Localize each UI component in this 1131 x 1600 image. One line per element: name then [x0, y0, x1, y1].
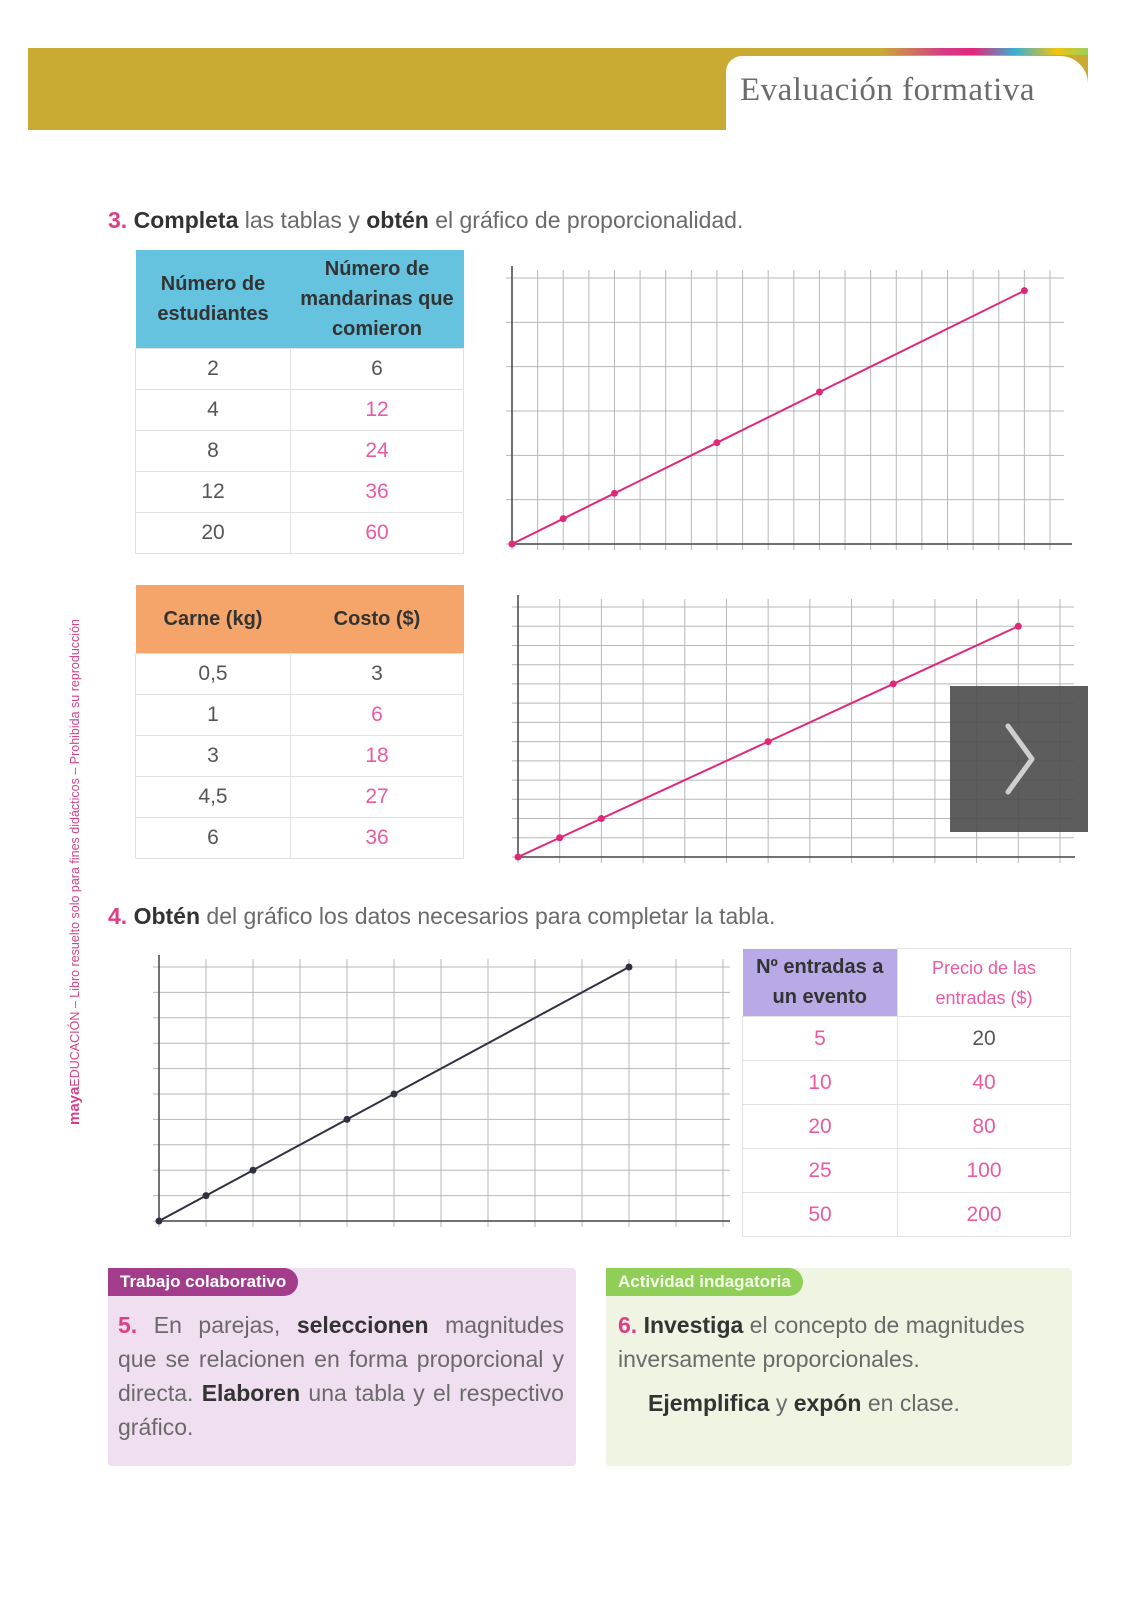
activity-verb: Ejemplifica: [648, 1390, 770, 1416]
table-row: [743, 1193, 1071, 1237]
side-credit: [62, 395, 88, 1125]
header-color-stripe: [880, 48, 1088, 55]
answer-cell: 18: [291, 735, 464, 776]
data-point: [156, 1218, 163, 1225]
activity-verb: expón: [793, 1390, 862, 1416]
data-point: [344, 1116, 351, 1123]
answer-cell: 12: [291, 389, 464, 430]
students-table: [135, 250, 464, 554]
answer-cell: 80: [898, 1105, 1071, 1149]
answer-cell: 100: [898, 1149, 1071, 1193]
question-verb: Obtén: [133, 903, 201, 929]
answer-cell: 20: [743, 1105, 898, 1149]
table-row: [136, 735, 464, 776]
table-row: [136, 348, 464, 389]
answer-cell: 36: [291, 817, 464, 858]
activity-text: una tabla y el respectivo gráfico.: [118, 1380, 564, 1440]
activity-text: y: [769, 1390, 794, 1416]
answer-cell: 36: [291, 471, 464, 512]
answer-cell: 60: [291, 512, 464, 553]
students-mandarins-chart: [490, 250, 1075, 562]
data-point: [1021, 287, 1028, 294]
answer-cell: 10: [743, 1061, 898, 1105]
answer-cell: 27: [291, 776, 464, 817]
data-point: [515, 854, 522, 861]
question-3-heading: [108, 206, 828, 236]
data-point: [250, 1167, 257, 1174]
data-point: [598, 815, 605, 822]
table-row: [136, 430, 464, 471]
data-point: [560, 515, 567, 522]
column-header: Precio de las entradas ($): [898, 949, 1071, 1017]
answer-cell: 50: [743, 1193, 898, 1237]
data-point: [611, 490, 618, 497]
next-page-button[interactable]: [950, 686, 1088, 832]
table-row: [136, 653, 464, 694]
data-point: [391, 1091, 398, 1098]
activity-text: el concepto de magnitudes inversamente proporcionales.: [618, 1312, 1025, 1372]
activity-5-text: [118, 1308, 564, 1444]
activity-text: En parejas,: [137, 1312, 297, 1338]
activity-text: en clase.: [861, 1390, 960, 1416]
collaborative-work-badge: Trabajo colaborativo: [108, 1268, 298, 1296]
meat-cost-table: [135, 585, 464, 859]
answer-cell: 25: [743, 1149, 898, 1193]
data-point: [765, 738, 772, 745]
table-cell: 20: [136, 512, 291, 553]
question-number: 6.: [618, 1312, 638, 1338]
answer-cell: 40: [898, 1061, 1071, 1105]
table-cell: 3: [136, 735, 291, 776]
tickets-table: [742, 948, 1071, 1237]
data-point: [890, 680, 897, 687]
column-header: Carne (kg): [136, 585, 291, 653]
question-number: 3.: [108, 207, 128, 233]
table-cell: 4: [136, 389, 291, 430]
table-row: [136, 817, 464, 858]
table-cell: 1: [136, 694, 291, 735]
column-header: Número de mandarinas que comieron: [291, 250, 464, 348]
table-cell: 4,5: [136, 776, 291, 817]
question-number: 5.: [118, 1312, 138, 1338]
answer-cell: 5: [743, 1017, 898, 1061]
table-row: [743, 1105, 1071, 1149]
chevron-right-icon: [950, 686, 1088, 832]
table-row: [136, 389, 464, 430]
table-cell: 6: [136, 817, 291, 858]
question-text: las tablas y: [238, 207, 367, 233]
brand-logo-text: maya: [66, 1086, 83, 1125]
table-cell: 2: [136, 348, 291, 389]
question-verb: Completa: [133, 207, 239, 233]
table-row: [743, 1149, 1071, 1193]
data-point: [203, 1192, 210, 1199]
table-row: [743, 1061, 1071, 1105]
table-row: [136, 776, 464, 817]
column-header: Nº entradas a un evento: [743, 949, 898, 1017]
question-verb: obtén: [366, 207, 429, 233]
question-text: el gráfico de proporcionalidad.: [428, 207, 744, 233]
activity-verb: Elaboren: [201, 1380, 301, 1406]
question-text: del gráfico los datos necesarios para completar la tabla.: [200, 903, 776, 929]
data-point: [626, 964, 633, 971]
data-point: [556, 834, 563, 841]
table-row: [136, 512, 464, 553]
question-number: 4.: [108, 903, 128, 929]
table-cell: 8: [136, 430, 291, 471]
table-cell: 6: [291, 348, 464, 389]
page-title: Evaluación formativa: [740, 72, 1035, 108]
data-point: [1015, 623, 1022, 630]
table-cell: 12: [136, 471, 291, 512]
table-row: [136, 471, 464, 512]
inquiry-activity-badge: Actividad indagatoria: [606, 1268, 803, 1296]
data-point: [509, 541, 516, 548]
table-cell: 20: [898, 1017, 1071, 1061]
column-header: Costo ($): [291, 585, 464, 653]
tickets-price-chart: [135, 945, 730, 1230]
answer-cell: 24: [291, 430, 464, 471]
activity-verb: seleccionen: [296, 1312, 429, 1338]
answer-cell: 200: [898, 1193, 1071, 1237]
table-row: [743, 1017, 1071, 1061]
activity-6-text: [618, 1308, 1064, 1376]
table-row: [136, 694, 464, 735]
question-4-heading: [108, 902, 868, 932]
credit-text: EDUCACIÓN – Libro resuelto solo para fines didácticos – Prohibida su reproducción: [68, 619, 82, 1087]
activity-text: magnitudes que se relacionen en forma proporcional y directa.: [118, 1312, 564, 1406]
activity-verb: Investiga: [643, 1312, 744, 1338]
column-header: Número de estudiantes: [136, 250, 291, 348]
table-cell: 0,5: [136, 653, 291, 694]
activity-6-text-2: [648, 1386, 1064, 1420]
data-point: [713, 439, 720, 446]
data-point: [816, 389, 823, 396]
table-cell: 3: [291, 653, 464, 694]
answer-cell: 6: [291, 694, 464, 735]
